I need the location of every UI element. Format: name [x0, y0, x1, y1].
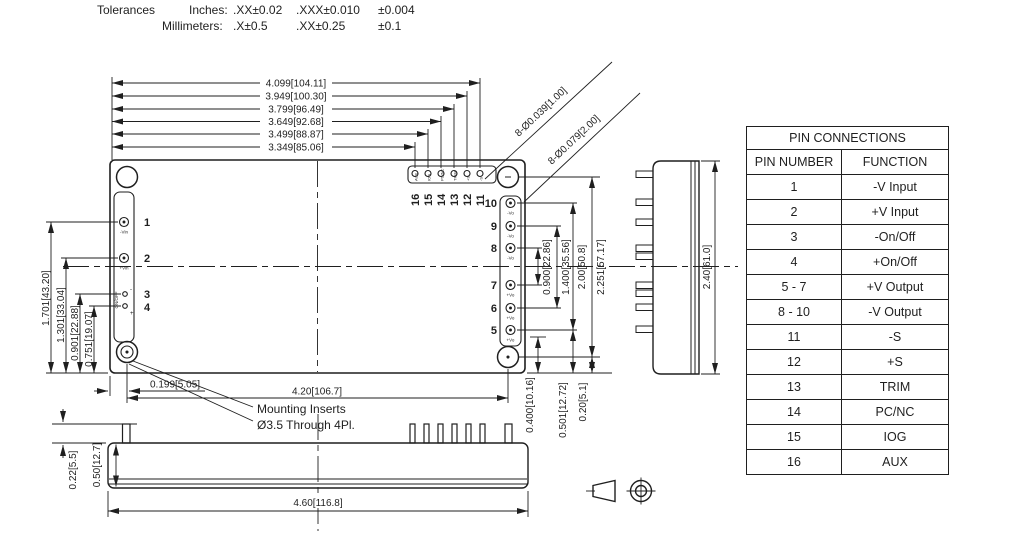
drawing-texts	[41, 79, 713, 510]
pin-cell: 15	[747, 425, 842, 450]
tolerances-mm-label: Millimeters:	[162, 19, 223, 33]
function-cell: AUX	[842, 450, 949, 475]
dim-right-2: 1.400[35.56]	[561, 239, 572, 295]
function-cell: +V Input	[842, 200, 949, 225]
dim-left-3: 0.901[22.88]	[70, 305, 81, 361]
pin-cell: 16	[747, 450, 842, 475]
dim-top-5: 3.499[88.87]	[268, 129, 324, 141]
table-row	[747, 175, 949, 200]
pin-number-2: 2	[144, 253, 151, 265]
pin-number-8: 8	[490, 243, 497, 255]
pin-cell: 5 - 7	[747, 275, 842, 300]
function-cell: +S	[842, 350, 949, 375]
function-cell: +V Output	[842, 275, 949, 300]
tolerances-inches-last: ±0.004	[378, 3, 415, 17]
pin-number-3: 3	[144, 289, 151, 301]
pin-4	[123, 304, 128, 309]
onoff-plus-mark: +	[130, 311, 134, 317]
pin-label-iog: IOG	[426, 173, 432, 181]
table-row	[747, 250, 949, 275]
hole-leader-lines	[485, 62, 640, 202]
pin-cell: 12	[747, 350, 842, 375]
pin-number-7: 7	[490, 280, 497, 292]
pin-number-9: 9	[490, 221, 497, 233]
pin-cell: 4	[747, 250, 842, 275]
tolerances-mm-last: ±0.1	[378, 19, 402, 33]
dim-right-4: 2.251[57.17]	[596, 239, 607, 295]
pin-label-vo-6: +Vo	[506, 315, 515, 321]
dim-right-1: 0.900[22.86]	[542, 239, 553, 295]
pin-cell: 14	[747, 400, 842, 425]
dim-top-1: 4.099[104.11]	[265, 78, 327, 90]
pin-12	[464, 171, 470, 177]
tolerances-inches-xx: .XX±0.02	[233, 3, 283, 17]
table-row	[747, 400, 949, 425]
dim-top-4: 3.649[92.68]	[268, 117, 324, 128]
dim-right-3: 2.00[50.8]	[577, 244, 588, 290]
tolerances-inches-label: Inches:	[189, 3, 228, 17]
table-row	[747, 425, 949, 450]
function-cell: +On/Off	[842, 250, 949, 275]
dim-left-1: 1.701[43.20]	[41, 270, 52, 326]
dim-top-3: 3.799[96.49]	[268, 104, 324, 116]
pin-label-aux: AUX	[413, 172, 419, 181]
pin-number-12: 12	[462, 193, 474, 206]
pin-table-title: PIN CONNECTIONS	[747, 127, 949, 150]
mounting-note-line1: Mounting Inserts	[257, 402, 346, 416]
dim-hole-offset: 0.199[5.05]	[150, 379, 201, 391]
dim-hole-span: 4.20[106.7]	[291, 386, 343, 398]
pin-number-4: 4	[144, 302, 151, 314]
output-connector-slot	[500, 196, 521, 346]
table-row	[747, 450, 949, 475]
function-cell: -On/Off	[842, 225, 949, 250]
mounting-hole-top-left	[117, 167, 138, 188]
pin-label-vin-pos: +Vin	[119, 265, 129, 271]
pin-label-vin-neg: -Vin	[120, 229, 128, 235]
dim-case-length: 4.60[116.8]	[293, 498, 343, 509]
pin-3	[123, 292, 128, 297]
pin-number-11: 11	[475, 194, 487, 206]
tolerances-label: Tolerances	[97, 3, 156, 17]
table-row	[747, 225, 949, 250]
pin-label-vo-7: +Vo	[506, 292, 515, 298]
function-cell: TRIM	[842, 375, 949, 400]
pin-label-pcnc: PC/NC	[439, 168, 445, 181]
pin-number-14: 14	[436, 193, 448, 206]
table-row	[747, 275, 949, 300]
pin-cell: 13	[747, 375, 842, 400]
pin-cell: 2	[747, 200, 842, 225]
lower-right-dimension-lines	[527, 330, 612, 373]
pin-label-vo-8: -Vo	[507, 255, 514, 261]
pin-table-header-number: PIN NUMBER	[747, 150, 842, 175]
dim-lr-1: 0.400[10.16]	[525, 377, 536, 433]
pin-label-vo-10: -Vo	[507, 210, 514, 216]
function-cell: PC/NC	[842, 400, 949, 425]
dim-lr-3: 0.20[5.1]	[578, 382, 589, 422]
tolerances-mm-xx: .XX±0.25	[296, 19, 346, 33]
pin-label-s-pos: +S	[465, 175, 471, 181]
dim-left-4: 0.751[19.07]	[84, 311, 95, 367]
tolerances-inches-xxx: .XXX±0.010	[296, 3, 360, 17]
pin-label-vo-9: -Vo	[507, 233, 514, 239]
centerlines	[63, 161, 738, 531]
pin-number-1: 1	[144, 217, 151, 229]
cone-symbol	[593, 481, 615, 502]
table-row	[747, 375, 949, 400]
function-cell: -V Input	[842, 175, 949, 200]
leader-hole-large: 8-Ø0.079[2.00]	[546, 113, 603, 168]
dim-lr-2: 0.501[12.72]	[558, 382, 569, 438]
mounting-note-line2: Ø3.5 Through 4Pl.	[257, 418, 355, 432]
side-view-pins	[636, 171, 653, 333]
third-angle-projection-symbol	[586, 478, 656, 505]
pin-label-vo-5: +Vo	[506, 337, 515, 343]
dim-left-2: 1.301[33.04]	[56, 287, 67, 343]
pin-cell: 3	[747, 225, 842, 250]
pin-number-6: 6	[490, 303, 497, 315]
pin-connections-table	[746, 126, 949, 475]
pin-number-16: 16	[410, 193, 422, 206]
table-row	[747, 200, 949, 225]
function-cell: -V Output	[842, 300, 949, 325]
table-row	[747, 300, 949, 325]
tolerances-mm-x: .X±0.5	[233, 19, 268, 33]
pin-label-s-neg: -S	[478, 177, 484, 181]
dim-pin-standoff: 0.22[5.5]	[68, 450, 79, 490]
pin-label-trim: TRIM	[452, 171, 458, 181]
dim-case-height: 0.50[12.7]	[92, 442, 103, 488]
pin-label-onoff: ON/OFF	[114, 291, 119, 309]
dim-side-height: 2.40[61.0]	[702, 244, 713, 290]
pin-number-10: 10	[484, 198, 497, 210]
pin-cell: 1	[747, 175, 842, 200]
pin-number-15: 15	[423, 193, 435, 206]
pin-cell: 8 - 10	[747, 300, 842, 325]
dim-top-6: 3.349[85.06]	[268, 142, 324, 154]
table-row	[747, 325, 949, 350]
pin-number-13: 13	[449, 193, 461, 206]
function-cell: -S	[842, 325, 949, 350]
pin-number-5: 5	[490, 325, 497, 337]
onoff-minus-mark: -	[130, 287, 132, 293]
table-row	[747, 350, 949, 375]
pin-11	[477, 171, 483, 177]
pin-cell: 11	[747, 325, 842, 350]
function-cell: IOG	[842, 425, 949, 450]
leader-hole-small: 8-Ø0.039[1.00]	[513, 85, 570, 140]
dim-top-2: 3.949[100.30]	[265, 91, 327, 103]
pin-table-header-function: FUNCTION	[842, 150, 949, 175]
